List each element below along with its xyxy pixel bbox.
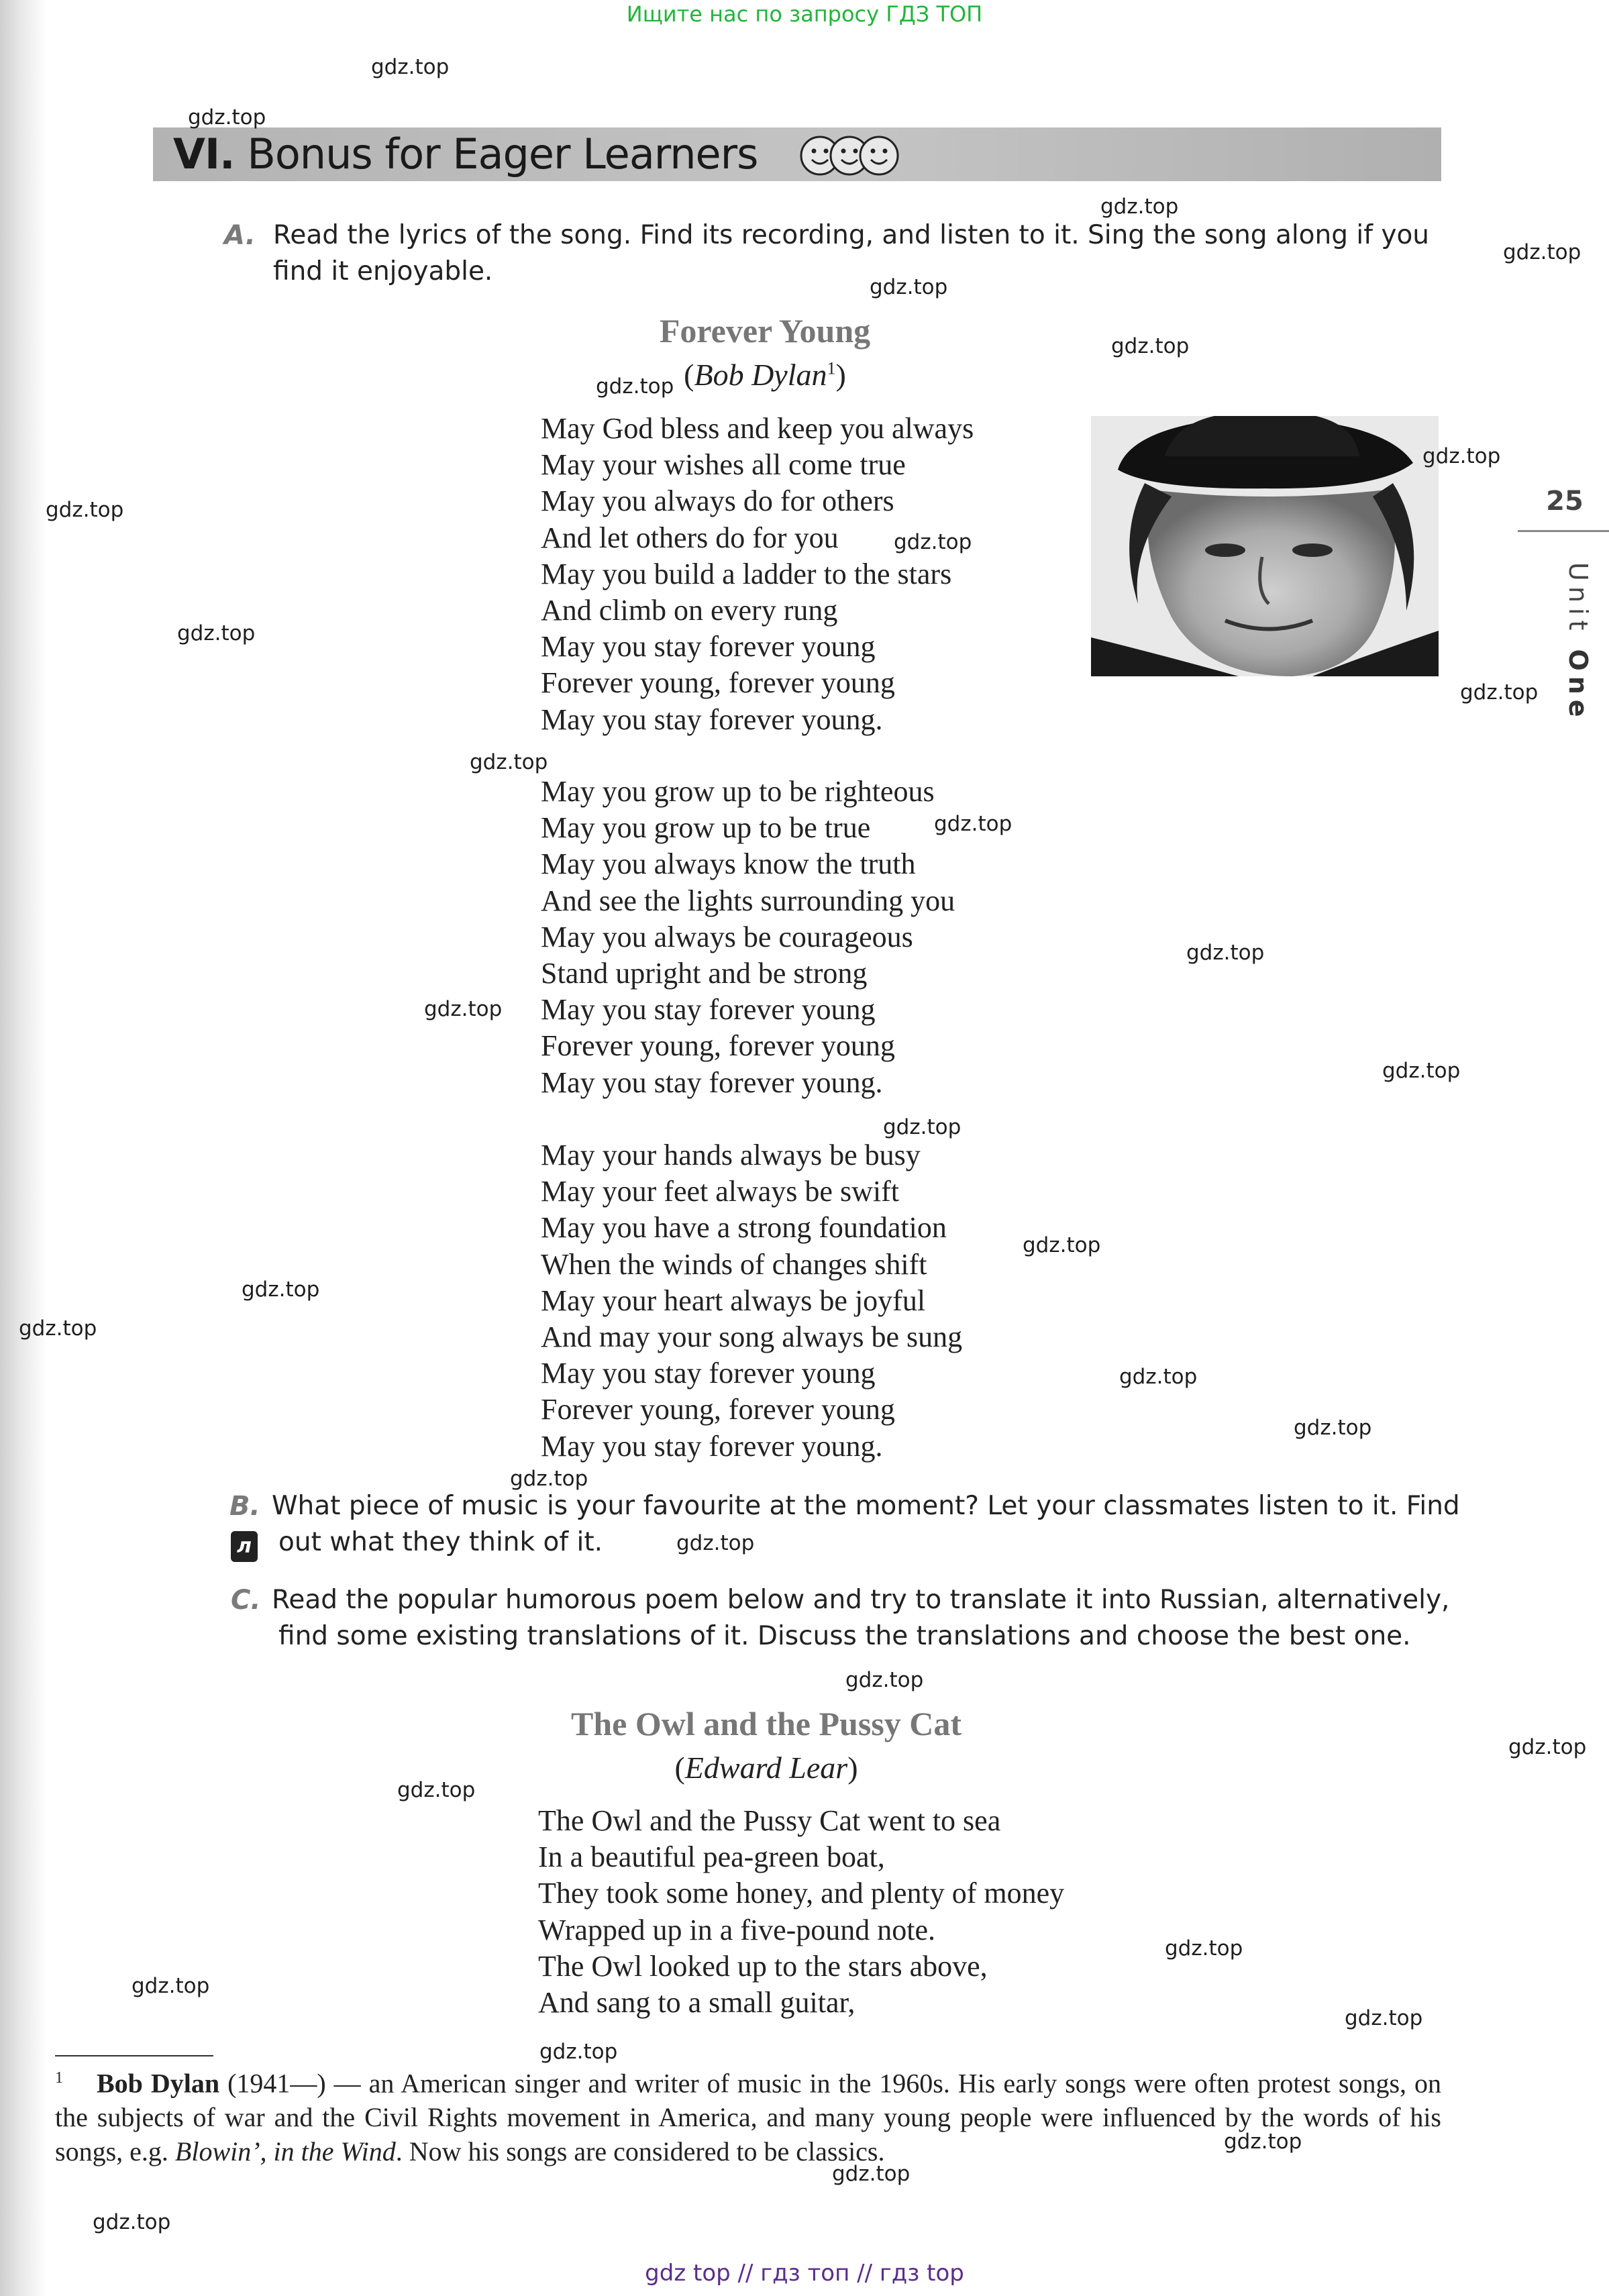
lyric-line: And climb on every rung <box>541 594 838 627</box>
page-number: 25 <box>1546 486 1584 517</box>
lyric-line: Forever young, forever young <box>541 1393 895 1426</box>
top-banner[interactable]: Ищите нас по запросу ГДЗ ТОП <box>626 1 983 27</box>
watermark: gdz.top <box>93 2210 171 2234</box>
watermark: gdz.top <box>177 621 256 645</box>
watermark: gdz.top <box>845 1668 924 1692</box>
lyric-line: May you stay forever young. <box>541 1065 883 1099</box>
watermark: gdz.top <box>1345 2006 1423 2030</box>
watermark: gdz.top <box>934 812 1013 836</box>
poem-line: Wrapped up in a five-pound note. <box>538 1913 936 1946</box>
footnote-text-1: — an American singer and writer of music in the 1960s. His early songs were often protest songs, on the subjects of war and the Civil Rights movement in America, and many young people were influenced by the words of his songs, e.g. <box>55 2068 1442 2167</box>
song-author: (Bob Dylan$^1$) <box>684 358 846 392</box>
footnote-divider <box>55 2055 213 2056</box>
poem-line: In a beautiful pea-green boat, <box>538 1840 885 1874</box>
poem-author-name: Edward Lear <box>684 1751 848 1785</box>
lyric-line: May you always be courageous <box>541 920 913 953</box>
smiley-faces-icon <box>797 133 911 178</box>
lyric-line: May your heart always be joyful <box>541 1284 926 1317</box>
footnote-number: 1 <box>55 2069 63 2087</box>
section-title-text: Bonus for Eager Learners <box>247 129 758 178</box>
lyric-line: May God bless and keep you always <box>541 412 974 445</box>
footnote-name: Bob Dylan <box>97 2068 220 2099</box>
task-c-line-1: Read the popular humorous poem below and try to translate it into Russian, alternatively, <box>272 1585 1450 1615</box>
task-c-letter: C. <box>231 1585 261 1616</box>
lyric-line: When the winds of changes shift <box>541 1247 927 1281</box>
watermark: gdz.top <box>397 1778 476 1802</box>
lyric-line: Stand upright and be strong <box>541 957 868 990</box>
watermark: gdz.top <box>1119 1365 1198 1389</box>
lyric-line: May you stay forever young <box>541 1357 876 1390</box>
lyric-line: May you always do for others <box>541 484 894 518</box>
task-c-instruction <box>272 1582 1449 1655</box>
footnote-song: Blowin’, in the Wind <box>174 2136 396 2167</box>
watermark: gdz.top <box>470 750 548 774</box>
watermark: gdz.top <box>371 55 450 79</box>
lyric-line: May you have a strong foundation <box>541 1211 947 1245</box>
watermark: gdz.top <box>1165 1936 1243 1961</box>
song-verse-3 <box>541 1137 962 1465</box>
lyric-line: Forever young, forever young <box>541 1029 895 1063</box>
watermark: gdz.top <box>1186 941 1265 965</box>
task-a-letter: A. <box>224 220 256 251</box>
poem-line: And sang to a small guitar, <box>538 1986 855 2020</box>
lyric-line: And may your song always be sung <box>541 1320 963 1354</box>
lyric-line: May your hands always be busy <box>541 1139 921 1171</box>
watermark: gdz.top <box>1294 1416 1372 1440</box>
bottom-banner[interactable]: gdz top // гдз топ // гдз top <box>645 2260 964 2287</box>
watermark: gdz.top <box>1023 1233 1101 1257</box>
section-title <box>173 125 758 184</box>
watermark: gdz.top <box>19 1316 97 1341</box>
lyric-line: May you always know the truth <box>541 847 916 881</box>
watermark: gdz.top <box>596 374 674 399</box>
task-b-letter: B. <box>229 1491 260 1522</box>
listening-note-icon: л <box>231 1531 258 1562</box>
footnote-mark: 1 <box>827 358 836 378</box>
watermark: gdz.top <box>1508 1735 1587 1759</box>
song-verse-2 <box>541 774 955 1101</box>
bob-dylan-photo <box>1091 416 1439 676</box>
unit-label <box>1563 562 1593 723</box>
lyric-line: May you stay forever young <box>541 993 876 1027</box>
section-number: VI. <box>173 129 235 178</box>
lyric-line: And see the lights surrounding you <box>541 884 955 917</box>
watermark: gdz.top <box>894 530 972 554</box>
watermark: gdz.top <box>510 1467 588 1491</box>
watermark: gdz.top <box>1111 334 1190 358</box>
watermark: gdz.top <box>424 997 503 1021</box>
watermark: gdz.top <box>1382 1059 1461 1083</box>
watermark: gdz.top <box>870 275 948 299</box>
lyric-line: May you stay forever young <box>541 630 876 664</box>
watermark: gdz.top <box>132 1974 210 1998</box>
lyric-line: Forever young, forever young <box>541 666 895 700</box>
poem-verse <box>538 1803 1064 2021</box>
lyric-line: May you grow up to be true <box>541 811 871 845</box>
watermark: gdz.top <box>1422 444 1501 468</box>
task-b-instruction <box>272 1488 1460 1561</box>
task-b-line-2: out what they think of it. <box>278 1527 603 1557</box>
watermark: gdz.top <box>1100 195 1179 219</box>
poem-line: They took some honey, and plenty of money <box>538 1877 1065 1910</box>
watermark: gdz.top <box>188 105 266 129</box>
footnote-text-2: . Now his songs are considered to be classics. <box>395 2136 885 2167</box>
unit-divider <box>1518 530 1609 532</box>
song-title-forever-young: Forever Young <box>659 312 871 350</box>
page-edge-shadow <box>0 0 47 2296</box>
watermark: gdz.top <box>1224 2130 1302 2154</box>
lyric-line: May you stay forever young. <box>541 1429 883 1463</box>
poem-line: The Owl looked up to the stars above, <box>538 1949 988 1983</box>
watermark: gdz.top <box>1503 240 1581 264</box>
unit-word: Unit <box>1563 562 1593 636</box>
watermark: gdz.top <box>242 1277 320 1302</box>
watermark: gdz.top <box>832 2162 911 2186</box>
unit-name: One <box>1563 649 1593 723</box>
lyric-line: May your wishes all come true <box>541 448 906 482</box>
task-a-line-1: Read the lyrics of the song. Find its recording, and listen to it. Sing the song along if you <box>273 220 1430 250</box>
task-a-instruction <box>273 217 1429 290</box>
poem-line: The Owl and the Pussy Cat went to sea <box>538 1804 1001 1837</box>
poem-title-owl-pussy-cat: The Owl and the Pussy Cat <box>570 1705 962 1742</box>
watermark: gdz.top <box>539 2040 618 2064</box>
watermark: gdz.top <box>883 1115 962 1139</box>
task-a-line-2: find it enjoyable. <box>273 256 493 286</box>
song-verse-1 <box>541 411 974 738</box>
watermark: gdz.top <box>46 498 124 522</box>
watermark: gdz.top <box>676 1531 755 1555</box>
watermark: gdz.top <box>1460 680 1539 705</box>
lyric-line: May you stay forever young. <box>541 702 883 736</box>
footnote-years: (1941—) <box>227 2068 326 2099</box>
task-c-line-2: find some existing translations of it. Discuss the translations and choose the best one. <box>278 1621 1411 1651</box>
task-b-line-1: What piece of music is your favourite at the moment? Let your classmates listen to it. Find <box>272 1491 1460 1521</box>
lyric-line: And let others do for you <box>541 521 839 554</box>
lyric-line: May you grow up to be righteous <box>541 775 935 808</box>
poem-author: (Edward Lear) <box>674 1751 858 1785</box>
author-name: Bob Dylan <box>694 358 827 392</box>
lyric-line: May your feet always be swift <box>541 1175 899 1208</box>
lyric-line: May you build a ladder to the stars <box>541 557 952 590</box>
